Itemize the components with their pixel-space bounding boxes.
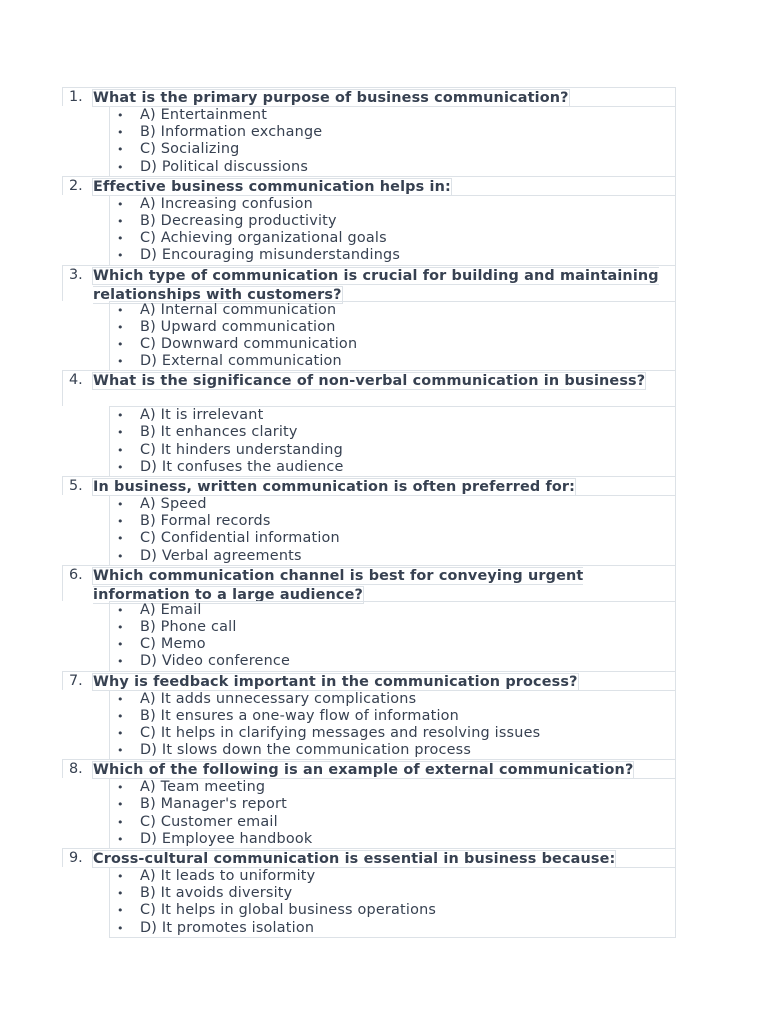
list-item (110, 141, 675, 158)
question-row (62, 265, 676, 301)
list-item (110, 230, 675, 247)
option-text: A) Increasing confusion (140, 195, 313, 212)
options-list (109, 106, 676, 176)
question-row (62, 671, 676, 690)
question-number: 5. (69, 478, 83, 494)
list-item (110, 602, 675, 619)
question-number: 8. (69, 761, 83, 778)
bullet-icon: • (117, 109, 124, 122)
bullet-icon: • (117, 249, 124, 263)
option-text: C) Downward communication (140, 335, 358, 352)
bullet-icon: • (117, 726, 124, 740)
bullet-icon: • (117, 337, 124, 351)
list-item (110, 653, 675, 670)
bullet-icon: • (117, 638, 124, 652)
option-text: D) It promotes isolation (140, 919, 315, 936)
list-item (110, 885, 675, 902)
list-item (110, 742, 675, 759)
list-item (110, 159, 675, 176)
options-list (109, 495, 676, 565)
question-number: 2. (69, 177, 83, 194)
list-item (110, 496, 675, 513)
bullet-icon: • (117, 798, 124, 812)
option-text: D) External communication (140, 353, 342, 370)
bullet-icon: • (117, 815, 124, 829)
bullet-icon: • (117, 655, 124, 669)
bullet-icon: • (117, 355, 124, 369)
bullet-icon: • (117, 426, 124, 440)
list-item (110, 247, 675, 264)
question-number: 4. (69, 372, 83, 389)
option-text: B) Manager's report (140, 796, 287, 813)
question-number: 6. (69, 566, 83, 583)
bullet-icon: • (117, 532, 124, 546)
question-text: In business, written communication is often preferred for: (93, 479, 576, 495)
list-item (110, 831, 675, 848)
bullet-icon: • (117, 904, 124, 918)
option-text: A) Entertainment (140, 107, 268, 123)
bullet-icon: • (117, 443, 124, 457)
bullet-icon: • (117, 126, 124, 140)
quiz-list (62, 87, 676, 938)
list-item (110, 796, 675, 813)
list-item (110, 213, 675, 230)
option-text: A) It leads to uniformity (140, 868, 316, 884)
option-text: B) Decreasing productivity (140, 212, 337, 229)
list-item (110, 530, 675, 547)
bullet-icon: • (117, 887, 124, 901)
list-item (110, 407, 675, 424)
option-text: A) Speed (140, 496, 207, 512)
bullet-icon: • (117, 549, 124, 563)
bullet-icon: • (117, 460, 124, 474)
bullet-icon: • (117, 744, 124, 758)
question-text: What is the significance of non-verbal communication in business? (93, 373, 646, 390)
bullet-icon: • (117, 320, 124, 334)
option-text: D) It slows down the communication process (140, 742, 472, 759)
option-text: B) Formal records (140, 513, 271, 530)
bullet-icon: • (117, 160, 124, 174)
list-item (110, 353, 675, 370)
question-row (62, 476, 676, 495)
question-number: 7. (69, 672, 83, 689)
options-list (109, 690, 676, 760)
option-text: D) Political discussions (140, 158, 309, 175)
option-text: D) Encouraging misunderstandings (140, 247, 401, 264)
question-row (62, 87, 676, 106)
option-text: B) It avoids diversity (140, 885, 293, 902)
question-number: 9. (69, 850, 83, 866)
question-row (62, 370, 676, 406)
options-list (109, 301, 676, 371)
bullet-icon: • (117, 232, 124, 246)
options-list (109, 867, 676, 938)
option-text: B) It ensures a one-way flow of information (140, 707, 459, 724)
question-row (62, 176, 676, 195)
question-text: Which type of communication is crucial for building and maintaining relationships with customers? (93, 267, 659, 303)
bullet-icon: • (117, 620, 124, 634)
option-text: A) It is irrelevant (140, 407, 264, 424)
list-item (110, 124, 675, 141)
option-text: C) Customer email (140, 813, 278, 830)
option-text: D) Employee handbook (140, 830, 313, 847)
option-text: B) Phone call (140, 618, 237, 635)
question-text: Which of the following is an example of external communication? (93, 762, 634, 779)
list-item (110, 619, 675, 636)
option-text: B) It enhances clarity (140, 424, 298, 441)
bullet-icon: • (117, 409, 124, 423)
option-text: C) Socializing (140, 141, 240, 158)
question-text: What is the primary purpose of business communication? (93, 90, 569, 106)
option-text: C) It helps in clarifying messages and resolving issues (140, 724, 541, 741)
option-text: B) Upward communication (140, 318, 336, 335)
question-text: Which communication channel is best for conveying urgent information to a large audience? (93, 567, 584, 603)
bullet-icon: • (117, 921, 124, 935)
list-item (110, 459, 675, 476)
bullet-icon: • (117, 603, 124, 617)
option-text: C) It hinders understanding (140, 441, 343, 458)
bullet-icon: • (117, 692, 124, 706)
option-text: C) Confidential information (140, 530, 340, 547)
list-item (110, 868, 675, 885)
option-text: D) Verbal agreements (140, 547, 302, 564)
list-item (110, 636, 675, 653)
list-item (110, 424, 675, 441)
bullet-icon: • (117, 143, 124, 157)
option-text: A) Team meeting (140, 779, 266, 796)
option-text: C) Memo (140, 636, 206, 653)
list-item (110, 336, 675, 353)
bullet-icon: • (117, 515, 124, 529)
question-row (62, 759, 676, 778)
list-item (110, 902, 675, 919)
option-text: C) It helps in global business operations (140, 902, 437, 919)
question-number: 1. (69, 89, 83, 105)
options-list (109, 601, 676, 671)
list-item (110, 302, 675, 319)
question-text: Cross-cultural communication is essential in business because: (93, 851, 616, 867)
list-item (110, 442, 675, 459)
bullet-icon: • (117, 498, 124, 511)
bullet-icon: • (117, 197, 124, 211)
option-text: C) Achieving organizational goals (140, 230, 387, 247)
bullet-icon: • (117, 214, 124, 228)
list-item (110, 319, 675, 336)
option-text: D) It confuses the audience (140, 458, 344, 475)
question-row (62, 565, 676, 601)
option-text: A) Internal communication (140, 301, 337, 318)
list-item (110, 513, 675, 530)
list-item (110, 196, 675, 213)
question-text: Effective business communication helps in: (93, 178, 451, 195)
list-item (110, 548, 675, 565)
question-number: 3. (69, 266, 83, 283)
question-text: Why is feedback important in the communication process? (93, 673, 578, 690)
list-item (110, 725, 675, 742)
option-text: A) It adds unnecessary complications (140, 690, 417, 707)
bullet-icon: • (117, 832, 124, 846)
option-text: A) Email (140, 601, 202, 618)
list-item (110, 779, 675, 796)
list-item (110, 107, 675, 124)
bullet-icon: • (117, 781, 124, 795)
options-list (109, 406, 676, 476)
bullet-icon: • (117, 303, 124, 317)
list-item (110, 691, 675, 708)
list-item (110, 920, 675, 937)
list-item (110, 814, 675, 831)
option-text: D) Video conference (140, 653, 291, 670)
options-list (109, 778, 676, 848)
option-text: B) Information exchange (140, 124, 323, 141)
bullet-icon: • (117, 709, 124, 723)
list-item (110, 708, 675, 725)
options-list (109, 195, 676, 265)
question-row (62, 848, 676, 867)
bullet-icon: • (117, 870, 124, 883)
